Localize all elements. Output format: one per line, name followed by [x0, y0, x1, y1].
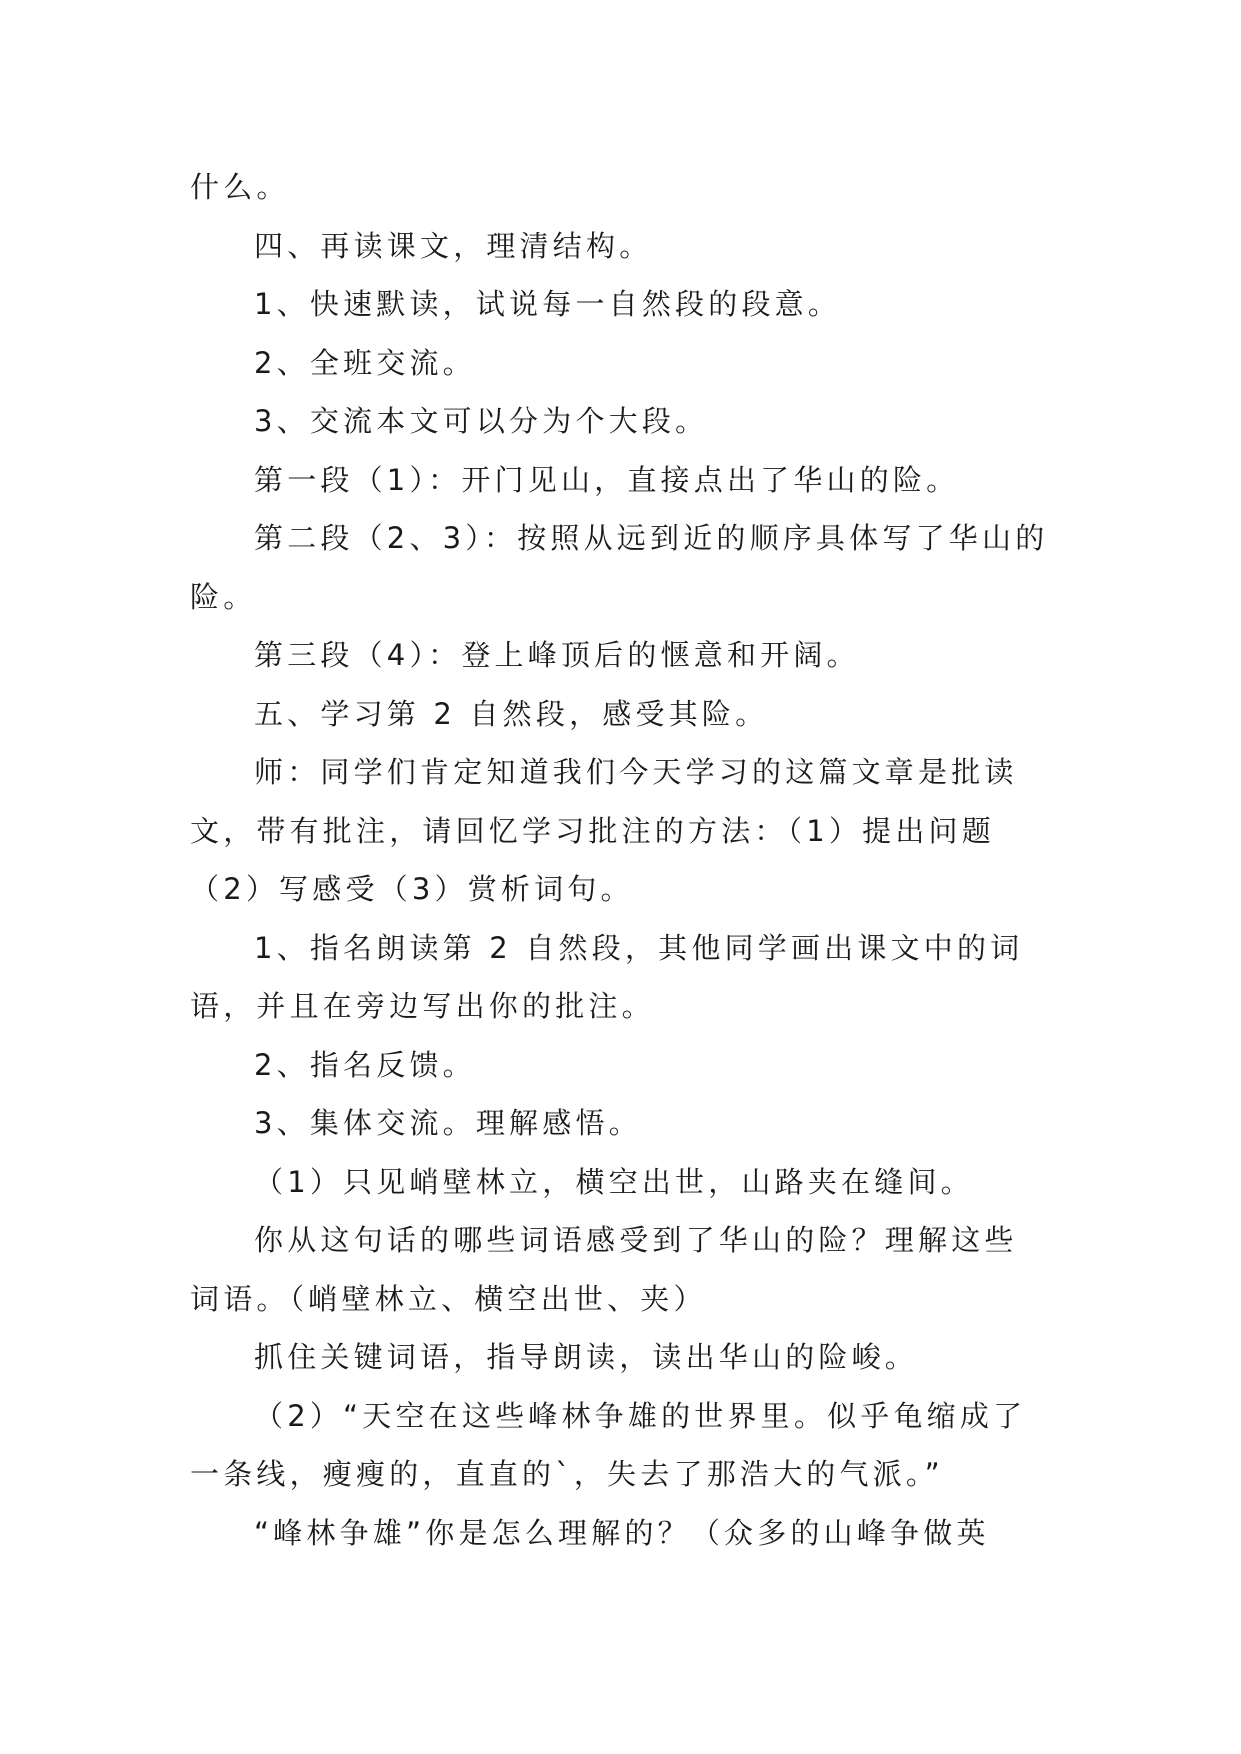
paragraph: 你从这句话的哪些词语感受到了华山的险？理解这些词语。（峭壁林立、横空出世、夹）	[190, 1223, 1018, 1316]
paragraph: 3、交流本文可以分为个大段。	[254, 404, 709, 438]
paragraph: 1、指名朗读第 2 自然段，其他同学画出课文中的词语，并且在旁边写出你的批注。	[190, 930, 1024, 1023]
document-body	[190, 158, 1050, 1562]
paragraph: 2、指名反馈。	[254, 1047, 476, 1082]
paragraph: 师：同学们肯定知道我们今天学习的这篇文章是批读文，带有批注，请回忆学习批注的方法：（1）提出问题（2）写感受（3）赏析词句。	[190, 755, 1018, 906]
paragraph: 抓住关键词语，指导朗读，读出华山的险峻。	[254, 1340, 919, 1374]
paragraph: 2、全班交流。	[254, 345, 476, 380]
paragraph: 第三段（4）：登上峰顶后的惬意和开阔。	[254, 638, 860, 672]
paragraph: 3、集体交流。理解感悟。	[254, 1106, 642, 1140]
paragraph: 1、快速默读，试说每一自然段的段意。	[254, 287, 842, 321]
paragraph: 第一段（1）：开门见山，直接点出了华山的险。	[254, 462, 960, 497]
section-heading: 四、再读课文，理清结构。	[254, 228, 653, 263]
paragraph: （2）“天空在这些峰林争雄的世界里。似乎龟缩成了一条线，瘦瘦的，直直的`，失去了那浩大的气派。”	[190, 1398, 1027, 1491]
section-heading: 五、学习第 2 自然段，感受其险。	[254, 696, 769, 731]
paragraph: （1）只见峭壁林立，横空出世，山路夹在缝间。	[254, 1164, 974, 1199]
paragraph: 什么。	[190, 170, 290, 204]
paragraph: “峰林争雄”你是怎么理解的？（众多的山峰争做英	[254, 1515, 990, 1550]
paragraph: 第二段（2、3）：按照从远到近的顺序具体写了华山的险。	[190, 521, 1049, 614]
